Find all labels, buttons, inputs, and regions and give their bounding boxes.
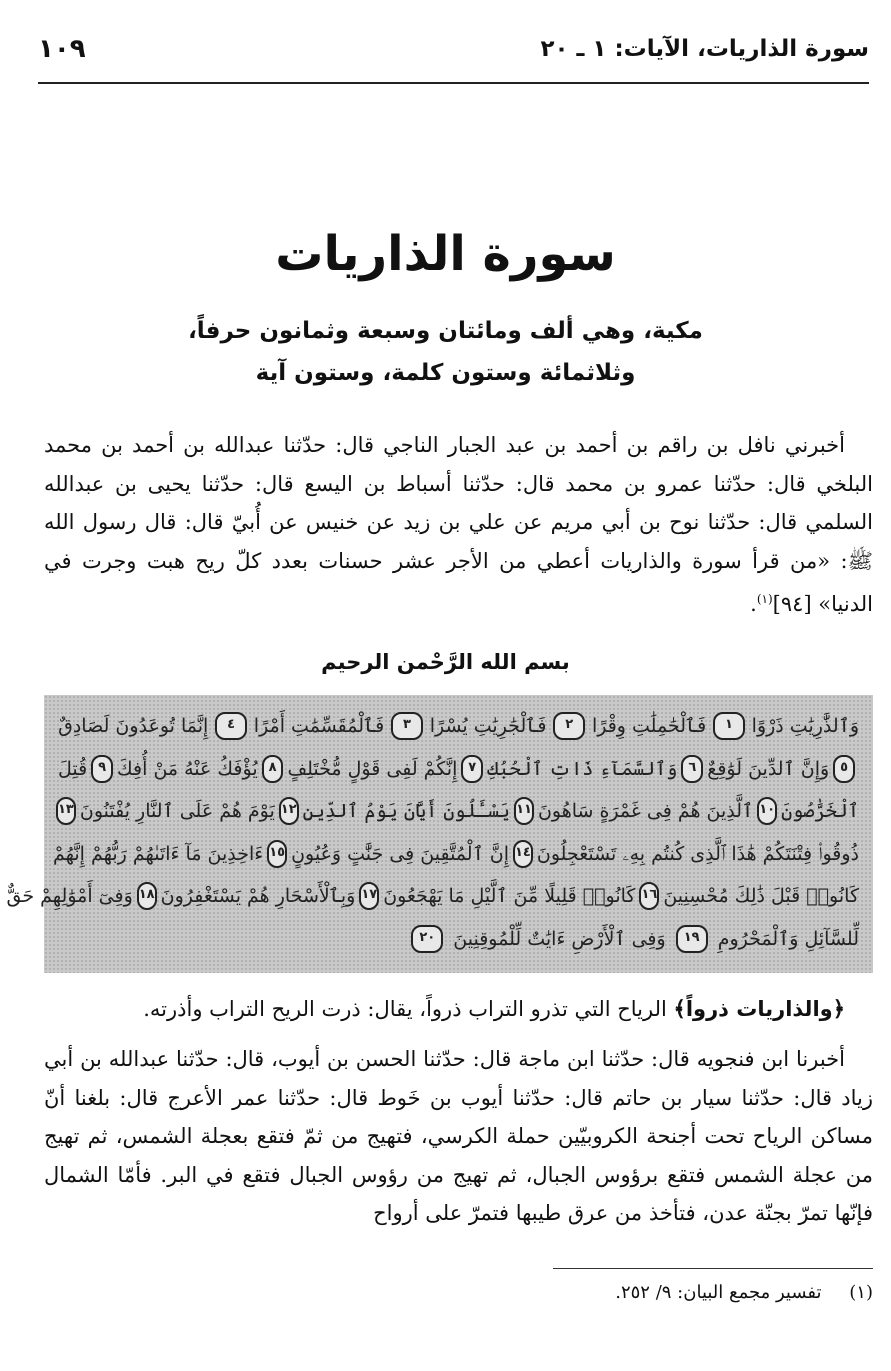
surah-title: سورة الذاريات [275,226,616,282]
verse-text: ذُوقُوا۟ فِتْنَتَكُمْ هَٰذَا ٱلَّذِى كُنتُم بِهِۦ تَسْتَعْجِلُونَ [536,842,859,865]
verse-text: ءَاخِذِينَ مَآ ءَاتَىٰهُمْ رَبُّهُمْ إِنَّهُمْ [52,842,264,865]
verse-text: ٱلْخَرَّٰصُونَ [781,800,859,822]
verse-line [52,833,859,876]
verse-number-badge: ٣ [391,712,423,740]
verse-line [58,705,859,748]
verse-number-badge: ٨ [262,755,284,783]
verse-number-badge: ٤ [215,712,247,740]
surah-meta [60,310,831,394]
verse-number-badge: ١ [713,712,745,740]
verse-text: فَٱلْجَٰرِيَٰتِ يُسْرًا [429,715,547,737]
footnote-text: تفسير مجمع البيان: ٩/ ٢٥٢. [615,1282,822,1303]
verse-number-badge: ٩ [91,755,113,783]
verse-line [6,875,859,918]
verse-text: فَٱلْمُقَسِّمَٰتِ أَمْرًا [253,715,385,737]
verse-number-badge: ١٥ [267,840,287,868]
verse-number-badge: ١٨ [137,882,157,910]
narration-text: أخبرنا ابن فنجويه قال: حدّثنا ابن ماجة قال: حدّثنا الحسن بن أيوب، قال: حدّثنا عبدالله بن أبي زياد قال: حدّثنا سيار بن حاتم قال: حدّثنا أيوب بن خَوط قال: حدّثنا عمر الأعرج قال: بلغنا أنّ مساكن الرياح تحت أجنحة الكروبيّين حملة الكرسي، فتهيج من ثمّ فتقع بعجلة الشمس، ثم تهيج من عجلة الشمس فتقع برؤوس الجبال، ثم تهيج من رؤوس الجبال فتقع في البر. فأمّا الشمال فإنّها تمرّ بجنّة عدن، فتأخذ من عرق طيبها فتمرّ على أرواح [44,1047,873,1225]
verse-text: وَإِنَّ ٱلدِّينَ لَوَٰقِعٌ [707,757,830,780]
quran-verses-box [6,695,873,973]
surah-meta-line2: وثلاثمائة وستون كلمة، وستون آية [255,360,636,386]
verse-text: يَوْمَ هُمْ عَلَى ٱلنَّارِ يُفْتَنُونَ [79,800,275,822]
footnote-ref[interactable]: (١) [756,592,773,606]
gloss-text: الرياح التي تذرو التراب ذرواً، يقال: ذرت الريح التراب وأذرته. [143,997,674,1021]
verse-text: فَٱلْحَٰمِلَٰتِ وِقْرًا [591,715,707,737]
intro-text: أخبرني نافل بن راقم بن أحمد بن عبد الجبار الناجي قال: حدّثنا عبدالله بن أحمد بن محمد البلخي قال: حدّثنا عمرو بن محمد قال: حدّثنا أسباط بن اليسع قال: حدّثنا يحيى بن عبدالله السلمي قال: حدّثنا نوح بن أبي مريم عن علي بن زيد عن خنيس عن أُبيّ قال: قال رسول الله ﷺ: «من قرأ سورة والذاريات أعطي من الأجر عشر حسنات بعدد كلّ ريح هبت وجرت في الدنيا» [٩٤] [44,433,873,616]
verse-number-badge: ٦ [681,755,703,783]
verse-text: كَانُوا۟ قَلِيلًا مِّنَ ٱلَّيْلِ مَا يَهْجَعُونَ [383,885,636,907]
verse-number-badge: ٢ [553,712,585,740]
surah-meta-line1: مكية، وهي ألف ومائتان وسبعة وثمانون حرفاً، [188,318,703,344]
intro-paragraph [44,426,873,624]
verse-text: قُتِلَ [57,757,88,780]
verse-number-badge: ١٣ [56,797,76,825]
intro-end: . [750,592,757,616]
verse-number-badge: ١١ [514,797,534,825]
verse-number-badge: ١٠ [757,797,777,825]
gloss-paragraph [44,990,873,1029]
verse-number-badge: ٧ [461,755,483,783]
narration-paragraph [44,1040,873,1233]
bismillah: بسم الله الرَّحْمن الرحيم [321,650,570,674]
gloss-quote: ﴿والذاريات ذرواً﴾ [673,997,845,1021]
footnote-rule [553,1268,873,1269]
verse-text: وَٱلسَّمَآءِ ذَاتِ ٱلْحُبُكِ [487,757,678,780]
verse-text: ٱلَّذِينَ هُمْ فِى غَمْرَةٍ سَاهُونَ [537,800,754,822]
verse-text: إِنَّ ٱلْمُتَّقِينَ فِى جَنَّٰتٍ وَعُيُونٍ [291,842,509,865]
running-title: سورة الذاريات، الآيات: ١ ـ ٢٠ [540,36,869,62]
page-header [38,30,869,90]
verse-number-badge: ١٢ [279,797,299,825]
footnote [615,1282,873,1303]
verse-number-badge: ١٤ [513,840,533,868]
verse-number-badge: ١٦ [639,882,659,910]
verse-text: وَٱلذَّٰرِيَٰتِ ذَرْوًا [751,715,859,737]
verse-text: وَفِى ٱلْأَرْضِ ءَايَٰتٌ لِّلْمُوقِنِينَ [453,927,666,950]
footnote-mark: (١) [849,1282,873,1303]
verse-line [58,748,859,791]
verse-number-badge: ٥ [833,755,855,783]
header-rule [38,82,869,84]
verse-text: وَفِىٓ أَمْوَٰلِهِمْ حَقٌّ [6,885,133,907]
verse-text: لِّلسَّآئِلِ وَٱلْمَحْرُومِ [717,927,859,950]
verse-line [58,790,859,833]
verse-text: وَبِٱلْأَسْحَارِ هُمْ يَسْتَغْفِرُونَ [160,885,356,907]
verse-text: إِنَّكُمْ لَفِى قَوْلٍ مُّخْتَلِفٍ [287,757,458,780]
verse-number-badge: ٢٠ [411,925,443,953]
verse-text: يُؤْفَكُ عَنْهُ مَنْ أُفِكَ [117,757,258,780]
verse-number-badge: ١٧ [359,882,379,910]
verse-line [58,918,859,961]
verse-text: كَانُوا۟ قَبْلَ ذَٰلِكَ مُحْسِنِينَ [663,885,859,907]
page-number: ١٠٩ [38,34,86,64]
verse-number-badge: ١٩ [676,925,708,953]
verse-text: إِنَّمَا تُوعَدُونَ لَصَادِقٌ [58,715,209,737]
verse-text: يَسْـَٔلُونَ أَيَّانَ يَوْمُ ٱلدِّينِ [302,800,511,822]
